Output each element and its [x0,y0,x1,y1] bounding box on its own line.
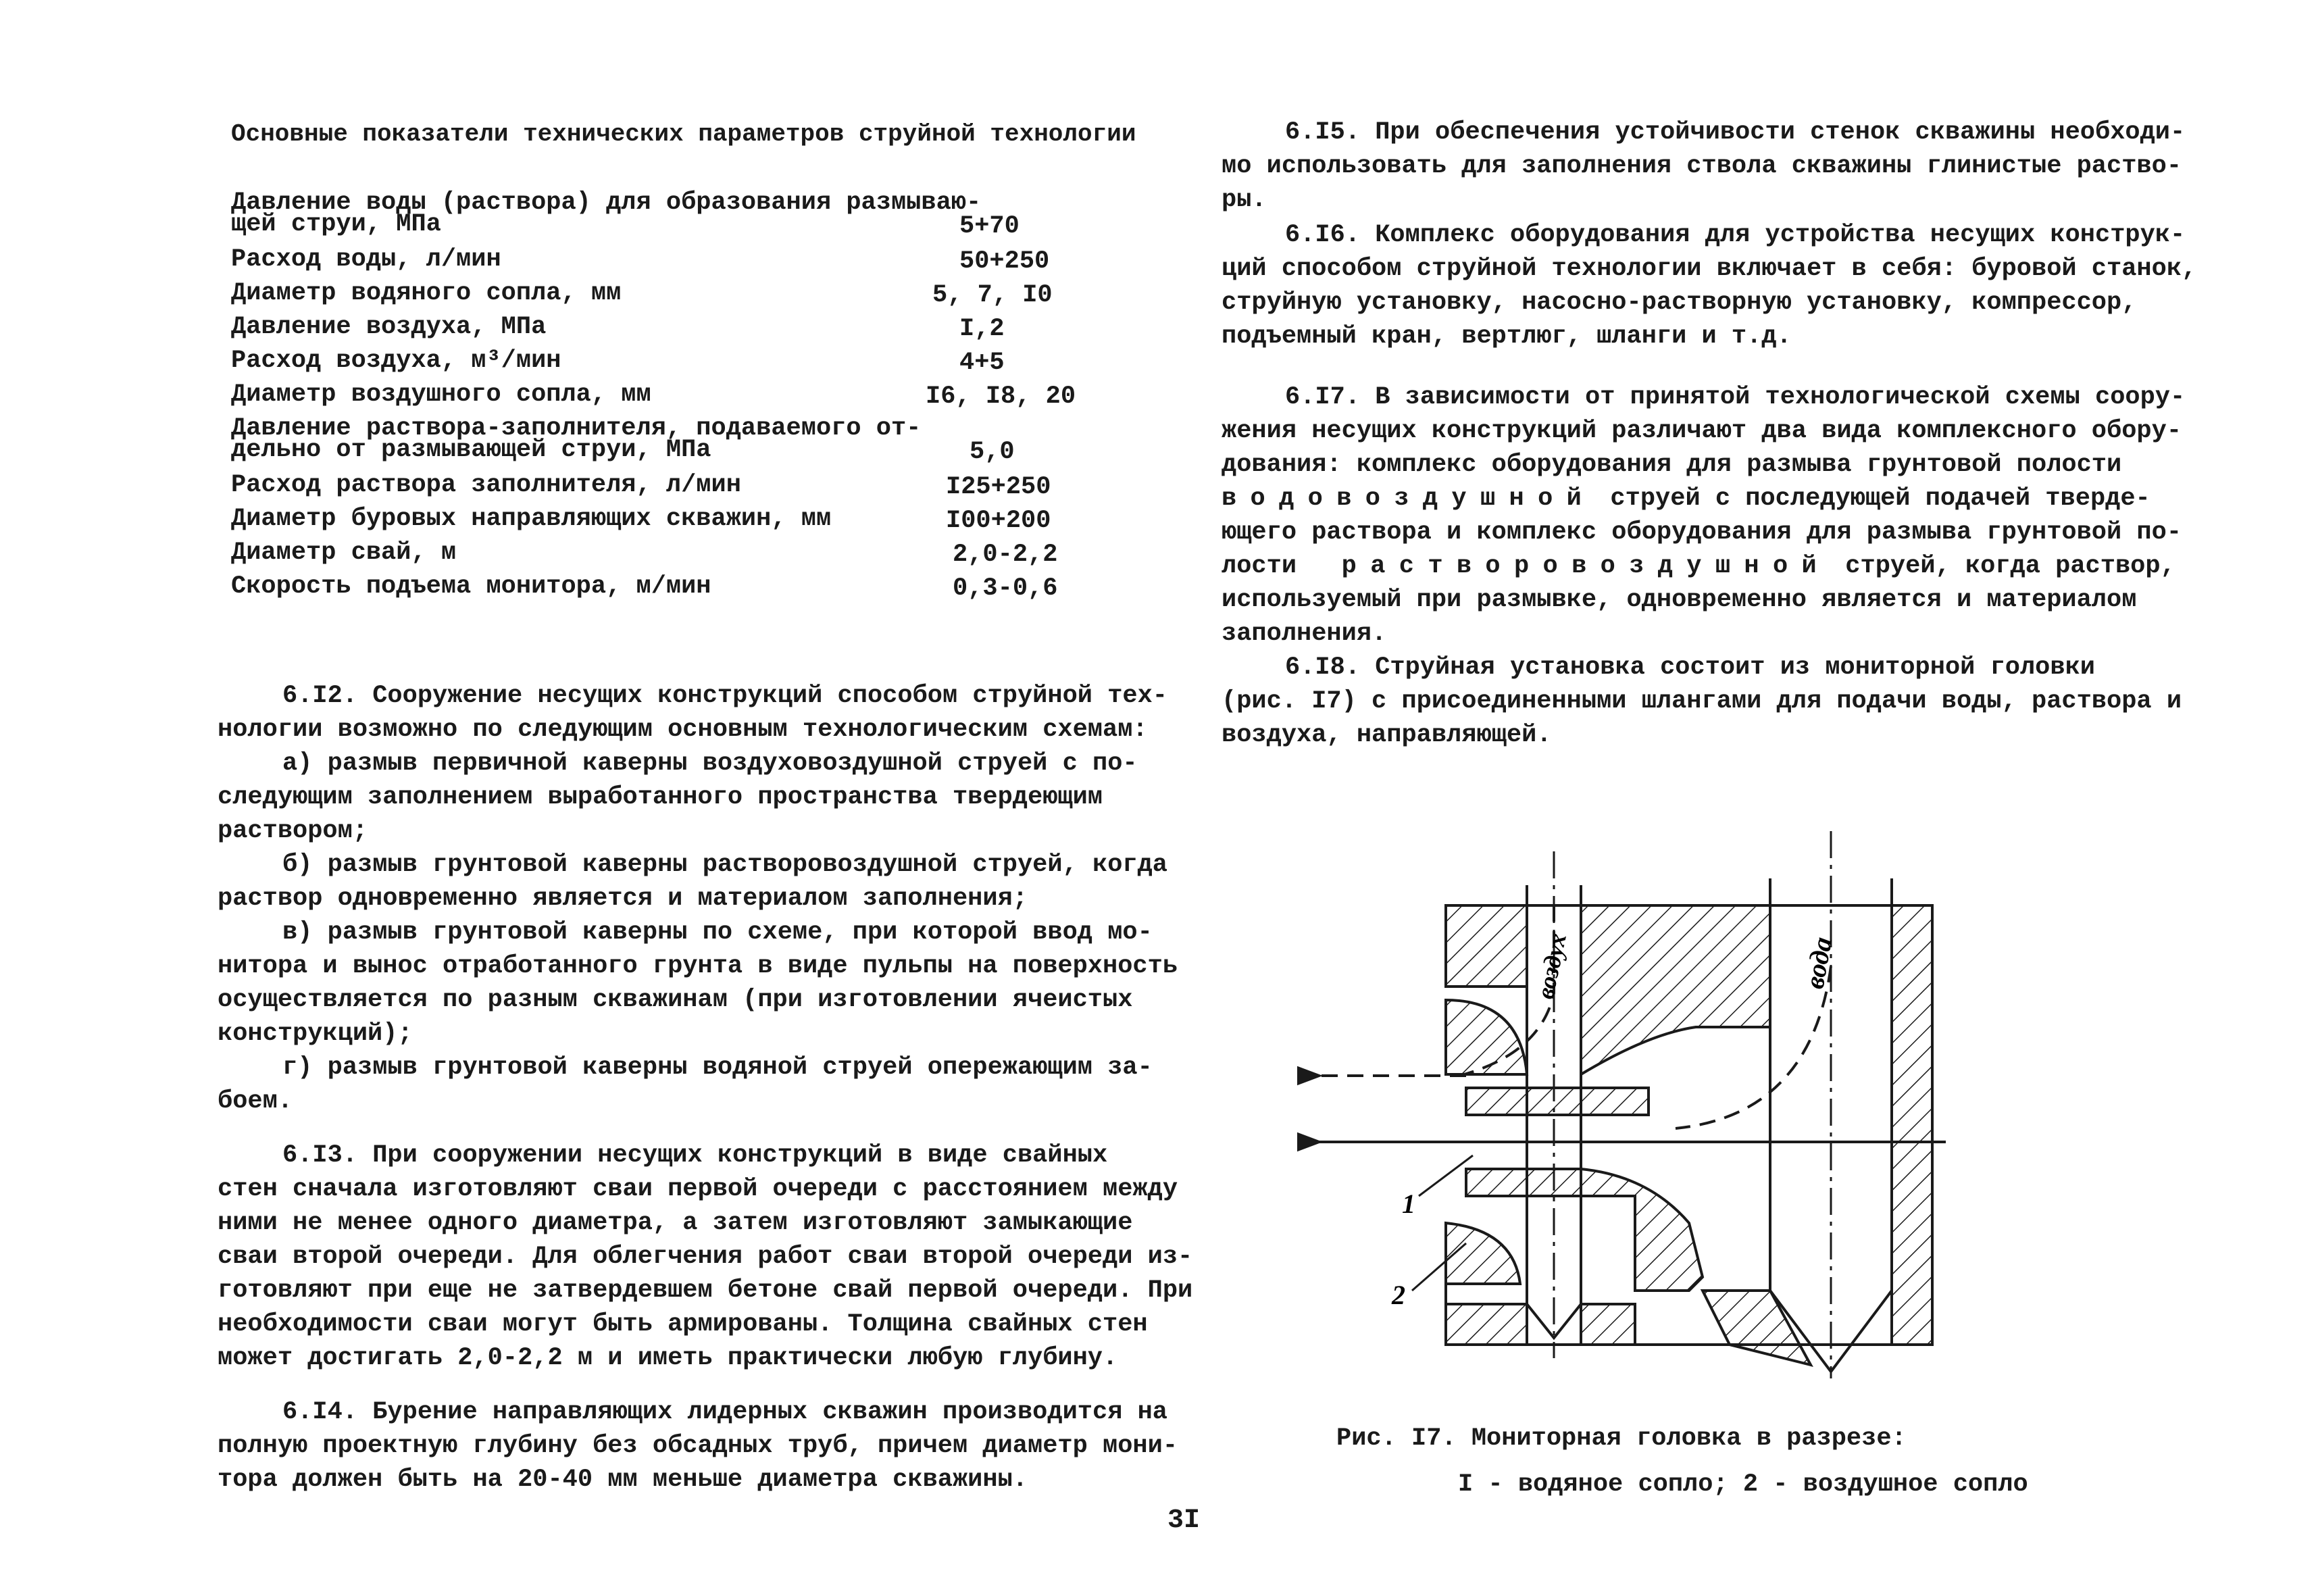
text-line: конструкций); [218,1020,413,1048]
param-value: I25+250 [946,473,1051,501]
param-value: 5+70 [959,212,1020,241]
text-line: нологии возможно по следующим основным технологическим схемам: [218,716,1148,744]
text-line: 6.I8. Струйная установка состоит из мониторной головки [1285,653,2095,682]
param-label: дельно от размывающей струи, МПа [231,436,711,464]
param-label: щей струи, МПа [231,210,441,239]
spaced-term: растворовоздушной [1341,552,1831,580]
hatched-body [1446,905,1932,1365]
text-line: 6.I5. При обеспечения устойчивости стенок скважины необходи- [1285,118,2186,147]
text-line: осуществляется по разным скважинам (при изготовлении ячеистых [218,986,1133,1014]
text-fragment: струей, когда раствор, [1845,552,2175,580]
callout-2: 2 [1392,1280,1405,1310]
param-value: 2,0-2,2 [953,541,1058,569]
text-line: 6.I4. Бурение направляющих лидерных скважин производится на [282,1398,1168,1426]
text-line: мо использовать для заполнения ствола скважины глинистые раство- [1222,152,2182,180]
text-line: жения несущих конструкций различают два вида комплексного обору- [1222,417,2182,445]
text-line: готовляют при еще не затвердевшем бетоне свай первой очереди. При [218,1276,1193,1305]
text-line: ющего раствора и комплекс оборудования для размыва грунтовой по- [1222,518,2182,547]
text-line: необходимости сваи могут быть армированы. Толщина свайных стен [218,1310,1148,1339]
param-value: 5, 7, I0 [932,281,1053,309]
text-line: тора должен быть на 20-40 мм меньше диаметра скважины. [218,1466,1028,1494]
text-fragment: струей с последующей подачей тверде- [1610,484,2150,513]
text-line: (рис. I7) с присоединенными шлангами для подачи воды, раствора и [1222,687,2182,716]
param-label: Расход раствора заполнителя, л/мин [231,471,741,499]
text-line: нитора и вынос отработанного грунта в виде пульпы на поверхность [218,952,1178,980]
text-line: 6.I7. В зависимости от принятой технологической схемы соору- [1285,383,2186,412]
text-line: воздуха, направляющей. [1222,721,1552,749]
text-line [1222,554,2175,579]
text-line: г) размыв грунтовой каверны водяной струей опережающим за- [282,1053,1153,1082]
figure-caption-legend: I - водяное сопло; 2 - воздушное сопло [1458,1470,2028,1499]
text-line: струйную установку, насосно-растворную установку, компрессор, [1222,289,2137,317]
param-label: Давление воды (раствора) для образования размываю- [231,189,982,217]
param-label: Диаметр буровых направляющих скважин, мм [231,505,832,533]
air-label: воздух [1531,930,1572,1001]
text-line: сваи второй очереди. Для облегчения работ сваи второй очереди из- [218,1243,1193,1271]
text-line: используемый при размывке, одновременно является и материалом [1222,586,2137,614]
text-line: 6.I6. Комплекс оборудования для устройства несущих конструк- [1285,221,2186,249]
text-fragment: лости [1222,552,1297,580]
text-line: полную проектную глубину без обсадных труб, причем диаметр мони- [218,1432,1178,1460]
param-label: Расход воздуха, м³/мин [231,347,561,375]
callout-1: 1 [1402,1189,1415,1219]
param-value: I6, I8, 20 [926,382,1076,411]
text-line: следующим заполнением выработанного пространства твердеющим [218,783,1103,812]
text-line: подъемный кран, вертлюг, шланги и т.д. [1222,322,1792,351]
text-line: а) размыв первичной каверны воздуховоздушной струей с по- [282,749,1138,778]
param-value: 50+250 [959,247,1050,276]
param-label: Давление раствора-заполнителя, подаваемого от- [231,414,922,443]
monitor-head-section-drawing [1297,818,2000,1385]
text-line: ций способом струйной технологии включает в себя: буровой станок, [1222,255,2197,283]
text-line: стен сначала изготовляют сваи первой очереди с расстоянием между [218,1175,1178,1203]
text-line: 6.I3. При сооружении несущих конструкций в виде свайных [282,1141,1108,1170]
page-number: 3I [1167,1505,1201,1536]
text-line: 6.I2. Сооружение несущих конструкций способом струйной тех- [282,682,1168,710]
param-label: Диаметр свай, м [231,539,457,567]
text-line: раствор одновременно является и материалом заполнения; [218,884,1028,913]
param-label: Скорость подъема монитора, м/мин [231,572,711,601]
text-line [1222,484,2150,513]
param-value: 0,3-0,6 [953,574,1058,603]
figure-caption: Рис. I7. Мониторная головка в разрезе: [1336,1424,1907,1453]
param-value: 5,0 [970,438,1015,466]
text-line: б) размыв грунтовой каверны растворовоздушной струей, когда [282,851,1168,879]
param-label: Давление воздуха, МПа [231,313,547,341]
param-value: I,2 [959,315,1005,343]
text-line: раствором; [218,817,368,845]
param-value: 4+5 [959,349,1005,377]
param-value: I00+200 [946,507,1051,535]
text-line: может достигать 2,0-2,2 м и иметь практически любую глубину. [218,1344,1118,1372]
table-title: Основные показатели технических параметров струйной технологии [231,120,1136,148]
text-line: в) размыв грунтовой каверны по схеме, при которой ввод мо- [282,918,1153,947]
param-label: Расход воды, л/мин [231,245,501,274]
text-line: ры. [1222,186,1267,214]
text-line: дования: комплекс оборудования для размыва грунтовой полости [1222,451,2122,479]
water-label: вода [1799,934,1838,991]
spaced-term: водовоздушной [1222,484,1596,513]
text-line: ними не менее одного диаметра, а затем изготовляют замыкающие [218,1209,1133,1237]
text-line: боем. [218,1087,293,1116]
text-line: заполнения. [1222,620,1387,648]
param-label: Диаметр воздушного сопла, мм [231,380,651,409]
param-label: Диаметр водяного сопла, мм [231,279,622,307]
